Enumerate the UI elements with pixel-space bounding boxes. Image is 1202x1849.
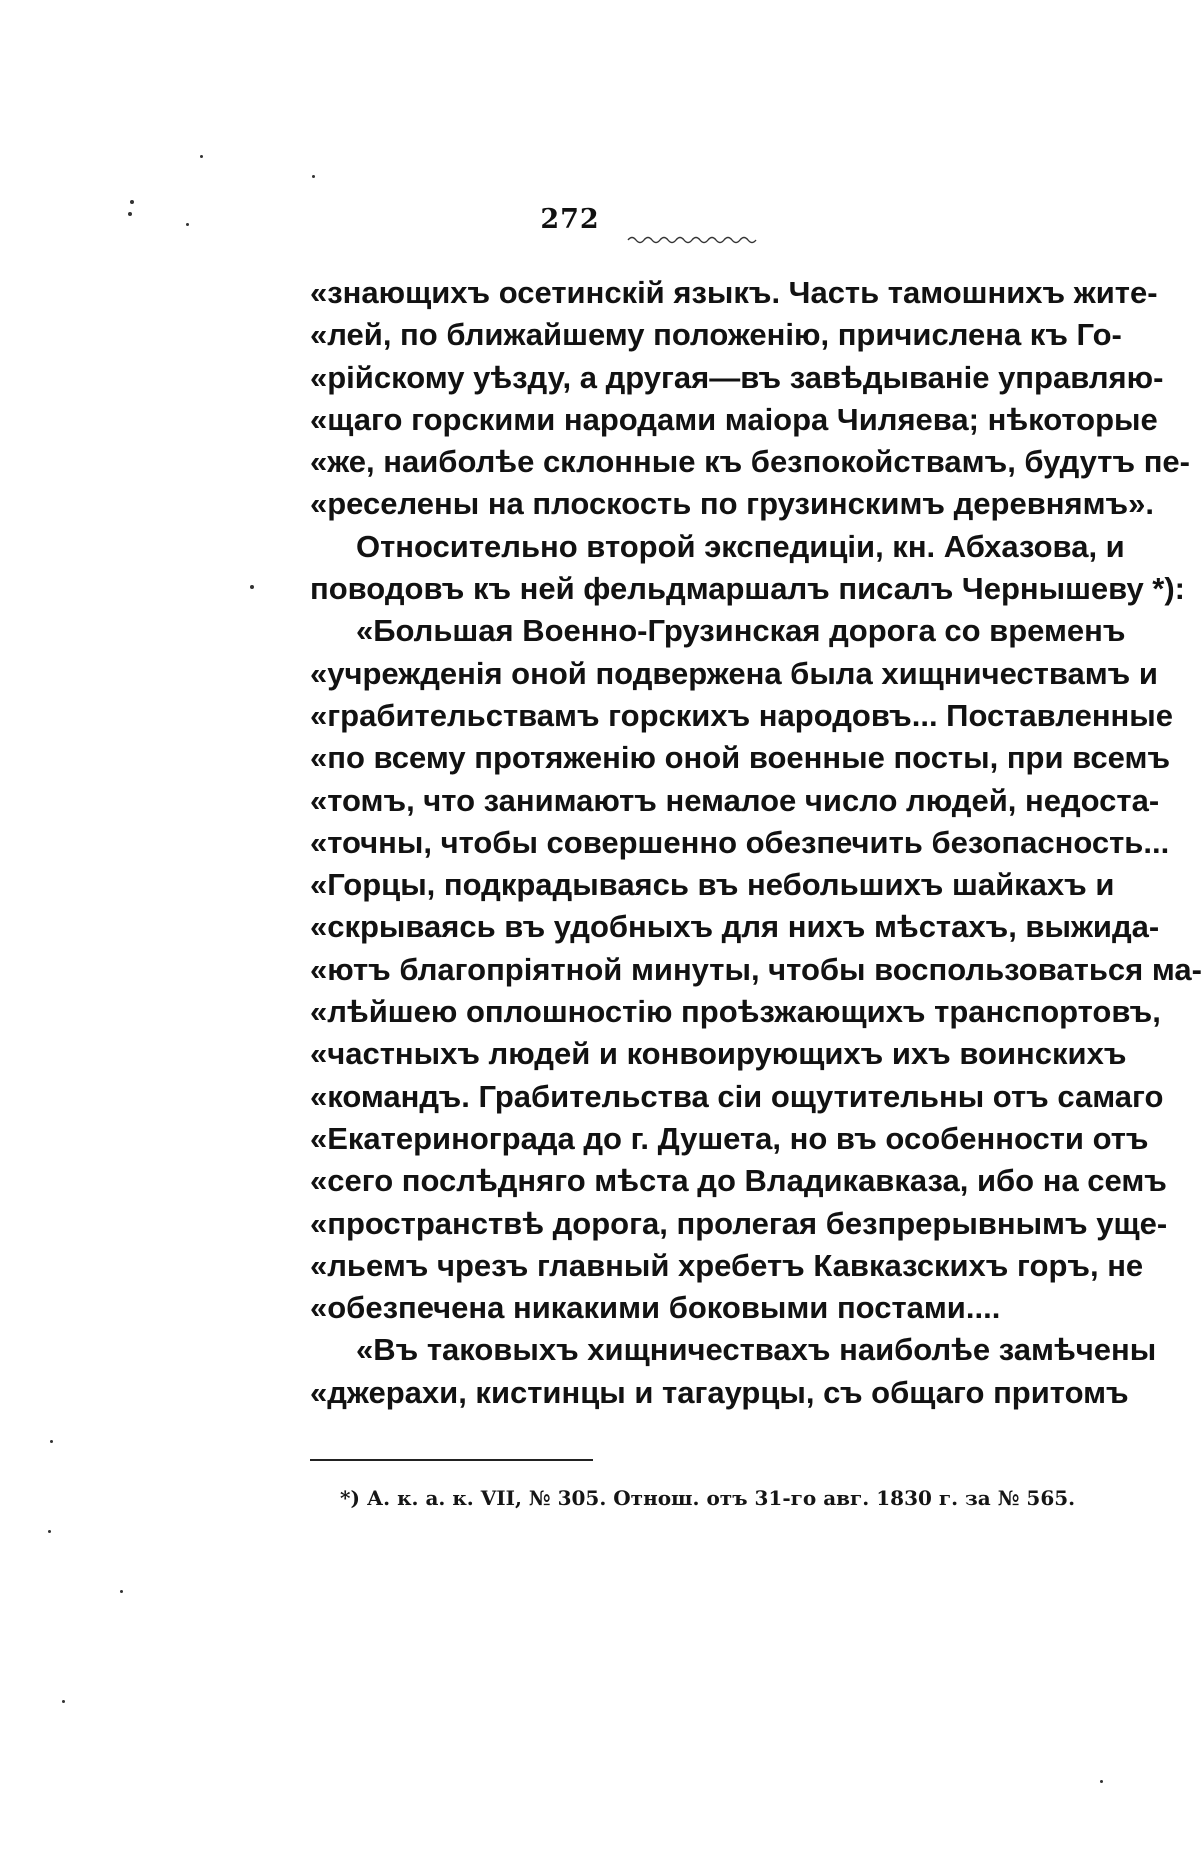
text-line: Относительно второй экспедиціи, кн. Абхазова, и <box>356 528 1125 564</box>
text-line: поводовъ къ ней фельдмаршалъ писалъ Чернышеву *): <box>310 571 1186 607</box>
scan-speck <box>48 1530 51 1533</box>
text-line: «рійскому уѣзду, а другая—въ завѣдываніе управляю- <box>310 359 1164 395</box>
footnote-divider <box>310 1459 593 1461</box>
text-line: «Горцы, подкрадываясь въ небольшихъ шайкахъ и <box>310 867 1115 903</box>
text-line: «лѣйшею оплошностію проѣзжающихъ транспортовъ, <box>310 994 1161 1030</box>
scan-speck <box>200 155 203 158</box>
text-line: «льемъ чрезъ главный хребетъ Кавказскихъ горъ, не <box>310 1247 1144 1283</box>
scan-speck <box>186 223 189 226</box>
scan-speck <box>62 1700 65 1703</box>
text-line: «томъ, что занимаютъ немалое число людей, недоста- <box>310 782 1160 818</box>
text-line: «Большая Военно-Грузинская дорога со временъ <box>356 613 1126 649</box>
text-line: «пространствѣ дорога, пролегая безпрерывнымъ уще- <box>310 1205 1168 1241</box>
text-line: «же, наиболѣе склонные къ безпокойствамъ, будутъ пе- <box>310 444 1190 480</box>
text-line: «сего послѣдняго мѣста до Владикавказа, ибо на семъ <box>310 1163 1167 1199</box>
text-line: «реселены на плоскость по грузинскимъ деревнямъ». <box>310 486 1154 522</box>
text-line: «грабительствамъ горскихъ народовъ... Поставленные <box>310 697 1173 733</box>
text-line: «учрежденія оной подвержена была хищничествамъ и <box>310 655 1158 691</box>
text-line: «скрываясь въ удобныхъ для нихъ мѣстахъ, выжида- <box>310 909 1160 945</box>
text-line: «по всему протяженію оной военные посты, при всемъ <box>310 740 1171 776</box>
page-number-ornament <box>628 234 756 246</box>
text-line: «точны, чтобы совершенно обезпечить безопасность... <box>310 824 1170 860</box>
text-line: «обезпечена никакими боковыми постами.... <box>310 1290 1001 1326</box>
page-number: 272 <box>540 204 600 235</box>
text-line: «командъ. Грабительства сіи ощутительны отъ самаго <box>310 1078 1164 1114</box>
text-line: «джерахи, кистинцы и тагаурцы, съ общаго притомъ <box>310 1374 1129 1410</box>
scan-speck <box>250 585 254 589</box>
scan-speck <box>50 1440 53 1443</box>
text-line: «ютъ благопріятной минуты, чтобы воспользоваться ма- <box>310 951 1202 987</box>
scan-speck <box>120 1590 123 1593</box>
text-line: «щаго горскими народами маіора Чиляева; нѣкоторые <box>310 401 1158 437</box>
text-line: «знающихъ осетинскій языкъ. Часть тамошнихъ жите- <box>310 275 1158 310</box>
text-line: «лей, по ближайшему положенію, причислена къ Го- <box>310 317 1122 353</box>
scan-speck <box>312 175 315 178</box>
text-line: «частныхъ людей и конвоирующихъ ихъ воинскихъ <box>310 1036 1127 1072</box>
body-text <box>310 272 1202 1414</box>
scan-speck <box>128 212 132 216</box>
text-line: «Екатеринограда до г. Душета, но въ особенности отъ <box>310 1120 1149 1156</box>
footnote: *) А. к. а. к. VII, № 305. Отнош. отъ 31-го авг. 1830 г. за № 565. <box>340 1486 1076 1510</box>
scan-speck <box>1100 1780 1103 1783</box>
text-line: «Въ таковыхъ хищничествахъ наиболѣе замѣчены <box>356 1332 1157 1368</box>
scan-speck <box>130 200 134 204</box>
